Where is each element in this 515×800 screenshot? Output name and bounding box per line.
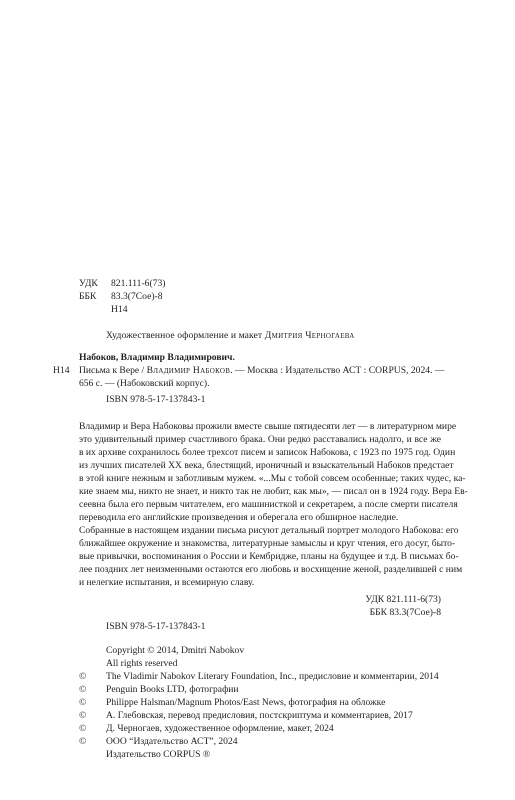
annotation-line: ближайшее окружение и знакомства, литературные замыслы и круг чтения, его досуг, быто- [79, 538, 456, 549]
author-mark-row [79, 303, 165, 316]
author-mark: Н14 [111, 304, 128, 315]
bbk-value: 83.3(7Сое)-8 [111, 291, 163, 302]
udk-right: УДК 821.111-6(73) [365, 594, 441, 605]
copyright-line [79, 709, 439, 722]
isbn-top: ISBN 978-5-17-137843-1 [106, 394, 206, 405]
copyright-text: Penguin Books LTD, фотографии [106, 684, 239, 695]
bib-pages-line: 656 с. — (Набоковский корпус). [79, 378, 210, 389]
copyright-text: The Vladimir Nabokov Literary Foundation, Inc., предисловие и комментарии, 2014 [106, 671, 439, 682]
bib-author-name: Владимир Набоков [146, 365, 231, 376]
copyright-text: All rights reserved [106, 658, 178, 669]
bib-title: Письма к Вере / [79, 365, 147, 376]
annotation-line: в их архиве сохранилось более трехсот писем и записок Набокова, с 1923 по 1975 год. Один [79, 447, 456, 458]
annotation-line: Собранные в настоящем издании письма рисуют детальный портрет молодого Набокова: его [79, 525, 459, 536]
copyright-text: Издательство CORPUS ® [106, 749, 211, 760]
copyright-line [79, 696, 439, 709]
udk-label: УДК [79, 278, 98, 289]
copyright-text: Copyright © 2014, Dmitri Nabokov [106, 645, 245, 656]
copyright-text: ООО “Издательство АСТ”, 2024 [106, 736, 238, 747]
copyright-line [79, 683, 439, 696]
bib-imprint: . — Москва : Издательство АСТ : CORPUS, 2024. — [230, 365, 445, 376]
udk-row [79, 277, 165, 290]
annotation-line: лее поздних лет неизменными остаются его любовь и восхищение женой, разделившей с ним [79, 564, 463, 575]
udk-value: 821.111-6(73) [111, 278, 166, 289]
copyright-symbol: © [79, 671, 87, 682]
copyright-line [106, 644, 439, 657]
annotation-line: Владимир и Вера Набоковы прожили вместе свыше пятидесяти лет — в литературном мире [79, 421, 457, 432]
copyright-symbol: © [79, 710, 87, 721]
annotation-line: и нелегкие испытания, и всемирную славу. [79, 577, 255, 588]
bib-author-mark: Н14 [53, 365, 70, 376]
design-credit-prefix: Художественное оформление и макет [106, 330, 265, 341]
copyright-symbol: © [79, 736, 87, 747]
copyright-line [79, 670, 439, 683]
copyright-line [106, 748, 439, 761]
bbk-right: ББК 83.3(7Сое)-8 [369, 607, 441, 618]
annotation-line: сеевна была его первым читателем, его машинисткой и секретарем, а после смерти писателя [79, 499, 458, 510]
classification-block [79, 277, 165, 316]
copyright-text: А. Глебовская, перевод предисловия, постскриптума и комментариев, 2017 [106, 710, 413, 721]
annotation-line: это удивительный пример счастливого брака. Они редко расставались надолго, и все же [79, 434, 441, 445]
bib-author: Набоков, Владимир Владимирович. [79, 352, 235, 363]
bbk-row [79, 290, 165, 303]
copyright-line [79, 735, 439, 748]
annotation-line: из лучших писателей XX века, блестящий, ироничный и взыскательный Набоков предстает [79, 460, 454, 471]
copyright-text: Д. Черногаев, художественное оформление, макет, 2024 [106, 723, 334, 734]
copyright-line [79, 722, 439, 735]
copyright-symbol: © [79, 684, 87, 695]
annotation-line: переводила его английские произведения и оберегала его обширное наследие. [79, 512, 399, 523]
bbk-label: ББК [79, 291, 97, 302]
annotation-line: вые привычки, воспоминания о России и Кембридже, планы на будущее и т.д. В письмах бо- [79, 551, 459, 562]
copyright-line [106, 657, 439, 670]
bib-title-line [79, 364, 445, 377]
copyright-text: Philippe Halsman/Magnum Photos/East News, фотография на обложке [106, 697, 386, 708]
annotation-line: кие знаем мы, никто не знает, и никто так не любит, как мы», — писал он в 1924 году. Вера Ев- [79, 486, 468, 497]
udk-bbk-right [340, 593, 441, 619]
design-credit [106, 329, 355, 342]
isbn-bottom: ISBN 978-5-17-137843-1 [106, 621, 206, 632]
copyright-block [79, 644, 439, 761]
copyright-symbol: © [79, 697, 87, 708]
designer-name: Дмитрия Черногаева [264, 330, 355, 341]
annotation [79, 420, 468, 589]
annotation-line: в этой книге нежным и заботливым мужем. «...Мы с тобой совсем особенные; таких чудес, ка- [79, 473, 466, 484]
copyright-symbol: © [79, 723, 87, 734]
bibliographic-entry [53, 351, 445, 390]
